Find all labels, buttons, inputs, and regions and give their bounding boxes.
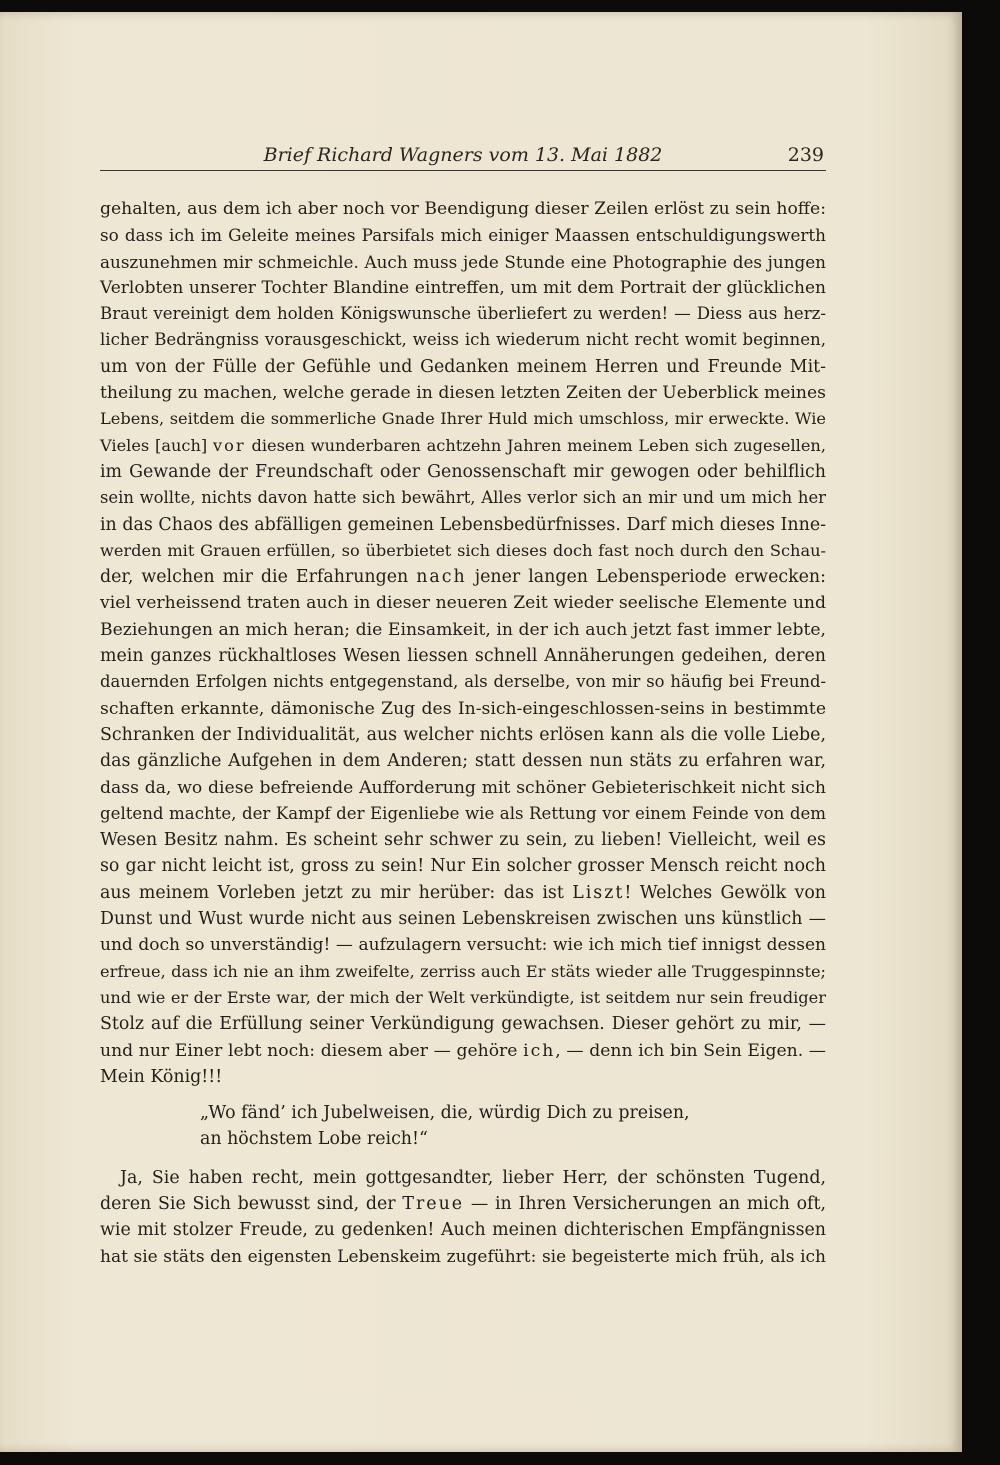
text-segment: deren Sie Sich bewusst sind, der: [100, 1193, 403, 1214]
text-line: wie mit stolzer Freude, zu gedenken! Auch meinen dichterischen Empfängnissen: [100, 1220, 826, 1241]
text-segment: , — denn ich bin Sein Eigen. —: [555, 1040, 826, 1061]
text-line: auszunehmen mir schmeichle. Auch muss jede Stunde eine Photographie des jungen: [100, 251, 826, 272]
verse-line: an höchstem Lobe reich!“: [200, 1129, 428, 1150]
text-line: in das Chaos des abfälligen gemeinen Lebensbedürfnisses. Darf mich dieses Inne-: [100, 514, 826, 535]
text-line: so dass ich im Geleite meines Parsifals mich einiger Maassen entschuldigungswerth: [100, 225, 826, 246]
text-line: werden mit Grauen erfüllen, so überbietet sich dieses doch fast noch durch den Schau-: [100, 540, 826, 560]
text-line: [100, 880, 826, 906]
text-line: um von der Fülle der Gefühle und Gedanken meinem Herren und Freunde Mit-: [100, 356, 826, 377]
running-header: [100, 144, 826, 171]
text-line: sein wollte, nichts davon hatte sich bewährt, Alles verlor sich an mir und um mich her: [100, 488, 826, 508]
text-line: Mein König!!!: [100, 1066, 223, 1087]
spaced-emphasis: vor: [213, 435, 246, 455]
spaced-emphasis: Liszt: [572, 882, 625, 903]
page-number: 239: [787, 144, 824, 166]
letter-body: [100, 196, 826, 1270]
text-line: hat sie stäts den eigensten Lebenskeim zugeführt: sie begeisterte mich früh, als ich: [100, 1246, 826, 1267]
text-segment: ! Welches Gewölk von: [624, 882, 826, 903]
text-line: dass da, wo diese befreiende Aufforderung mit schöner Gebieterischkeit nicht sich: [100, 777, 826, 798]
verse-quote: [100, 1100, 826, 1153]
text-line: viel verheissend traten auch in dieser neueren Zeit wieder seelische Elemente und: [100, 593, 826, 614]
text-line: theilung zu machen, welche gerade in diesen letzten Zeiten der Ueberblick meines: [100, 383, 826, 404]
spaced-emphasis: nach: [416, 567, 467, 588]
text-segment: aus meinem Vorleben jetzt zu mir herüber: das ist: [100, 882, 573, 903]
text-segment: — in Ihren Versicherungen an mich oft,: [464, 1193, 826, 1214]
text-line: [100, 433, 826, 459]
text-line: und wie er der Erste war, der mich der Welt verkündigte, ist seitdem nur sein freudiger: [100, 987, 826, 1007]
text-line: dauernden Erfolgen nichts entgegenstand, als derselbe, von mir so häufig bei Freund-: [100, 672, 826, 692]
text-line: Schranken der Individualität, aus welcher nichts erlösen kann als die volle Liebe,: [100, 724, 826, 745]
text-line: das gänzliche Aufgehen in dem Anderen; statt dessen nun stäts zu erfahren war,: [100, 751, 826, 772]
text-segment: Vieles [auch]: [100, 435, 214, 455]
text-line: und doch so unverständig! — aufzulagern versucht: wie ich mich tief innigst dessen: [100, 935, 826, 956]
text-line: Stolz auf die Erfüllung seiner Verkündigung gewachsen. Dieser gehört zu mir, —: [100, 1014, 826, 1035]
text-line: Beziehungen an mich heran; die Einsamkeit, in der ich auch jetzt fast immer lebte,: [100, 619, 826, 640]
text-line: mein ganzes rückhaltloses Wesen liessen schnell Annäherungen gedeihen, deren: [100, 646, 826, 667]
text-line: schaften erkannte, dämonische Zug des In-sich-eingeschlossen-seins in bestimmte: [100, 698, 826, 719]
text-line: Lebens, seitdem die sommerliche Gnade Ihrer Huld mich umschloss, mir erweckte. Wie: [100, 409, 826, 429]
verse-line: „Wo fänd’ ich Jubelweisen, die, würdig Dich zu preisen,: [200, 1103, 690, 1124]
text-line: Verlobten unserer Tochter Blandine eintreffen, um mit dem Portrait der glücklichen: [100, 277, 826, 298]
running-title: Brief Richard Wagners vom 13. Mai 1882: [263, 144, 663, 166]
text-line: Braut vereinigt dem holden Königswunsche überliefert zu werden! — Diess aus herz-: [100, 304, 826, 324]
text-line: licher Bedrängniss vorausgeschickt, weiss ich wiederum nicht recht womit beginnen,: [100, 330, 826, 350]
text-line: so gar nicht leicht ist, gross zu sein! Nur Ein solcher grosser Mensch reicht noch: [100, 856, 826, 877]
text-line: [100, 1191, 826, 1217]
text-line: gehalten, aus dem ich aber noch vor Beendigung dieser Zeilen erlöst zu sein hoffe:: [100, 199, 826, 219]
text-line: Ja, Sie haben recht, mein gottgesandter, lieber Herr, der schönsten Tugend,: [120, 1167, 826, 1188]
text-segment: der, welchen mir die Erfahrungen: [100, 567, 417, 588]
spaced-emphasis: Treue: [402, 1193, 465, 1214]
text-line: Wesen Besitz nahm. Es scheint sehr schwer zu sein, zu lieben! Vielleicht, weil es: [100, 830, 826, 851]
text-line: geltend machte, der Kampf der Eigenliebe wie als Rettung vor einem Feinde von dem: [100, 803, 826, 823]
text-segment: jener langen Lebensperiode erwecken:: [466, 567, 826, 588]
text-line: [100, 564, 826, 590]
text-line: Dunst und Wust wurde nicht aus seinen Lebenskreisen zwischen uns künstlich —: [100, 909, 826, 930]
text-line: erfreue, dass ich nie an ihm zweifelte, zerriss auch Er stäts wieder alle Truggespinnste;: [100, 961, 826, 981]
text-line: im Gewande der Freundschaft oder Genossenschaft mir gewogen oder behilflich: [100, 461, 826, 482]
spaced-emphasis: ich: [523, 1040, 556, 1061]
text-segment: diesen wunderbaren achtzehn Jahren meinem Leben sich zugesellen,: [245, 435, 826, 455]
text-line: [100, 1038, 826, 1064]
text-segment: und nur Einer lebt noch: diesem aber — gehöre: [100, 1040, 524, 1061]
